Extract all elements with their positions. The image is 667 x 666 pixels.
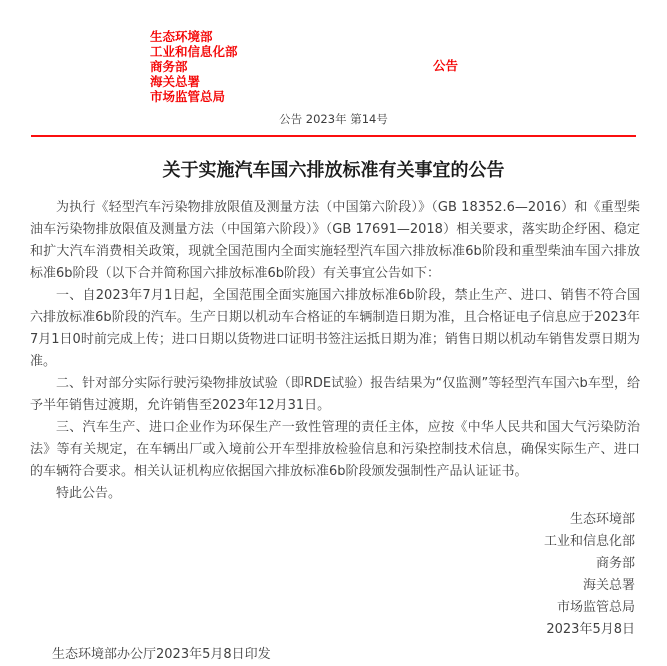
signature-agency: 海关总署 bbox=[582, 578, 635, 593]
paragraph-item-1: 一、自2023年7月1日起，全国范围全面实施国六排放标准6b阶段，禁止生产、进口、销售不符合国六排放标准6b阶段的汽车。生产日期以机动车合格证的车辆制造日期为准，且合格证电子信息应于2023年7月1日0时前完成上传；进口日期以货物进口证明书签注运抵日期为准；销售日期以机动车销售发票日期为准。 bbox=[30, 288, 640, 369]
issuing-ministries bbox=[150, 29, 667, 104]
header bbox=[0, 0, 667, 104]
ministry-name: 海关总署 bbox=[150, 74, 201, 89]
signature-block bbox=[0, 509, 667, 641]
announcement-body bbox=[30, 197, 640, 505]
ministry-name: 生态环境部 bbox=[150, 29, 213, 44]
ministry-name: 工业和信息化部 bbox=[150, 44, 238, 59]
signature-agency: 市场监管总局 bbox=[556, 600, 635, 615]
page-title: 关于实施汽车国六排放标准有关事宜的公告 bbox=[162, 160, 505, 181]
ministry-name: 市场监管总局 bbox=[150, 89, 226, 104]
signature-agency: 生态环境部 bbox=[569, 512, 635, 527]
announcement-type-label: 公告 bbox=[433, 58, 459, 73]
paragraph-item-3: 三、汽车生产、进口企业作为环保生产一致性管理的责任主体，应按《中华人民共和国大气污染防治法》等有关规定，在车辆出厂或入境前公开车型排放检验信息和污染控制技术信息，确保实际生产、进口的车辆符合要求。相关认证机构应依据国六排放标准6b阶段颁发强制性产品认证证书。 bbox=[30, 420, 640, 479]
ministry-name: 商务部 bbox=[150, 59, 188, 74]
paragraph-closing: 特此公告。 bbox=[56, 486, 122, 501]
paragraph-item-2: 二、针对部分实际行驶污染物排放试验（即RDE试验）报告结果为“仅监测”等轻型汽车国六b车型，给予半年销售过渡期，允许销售至2023年12月31日。 bbox=[30, 376, 640, 413]
signature-date: 2023年5月8日 bbox=[546, 622, 635, 637]
doc-number: 公告 2023年 第14号 bbox=[279, 112, 388, 126]
signature-agency: 工业和信息化部 bbox=[543, 534, 635, 549]
red-divider-line bbox=[31, 135, 636, 137]
paragraph-intro: 为执行《轻型汽车污染物排放限值及测量方法（中国第六阶段）》（GB 18352.6—2016）和《重型柴油车污染物排放限值及测量方法（中国第六阶段）》（GB 17691—2018）相关要求，落实助企纾困、稳定和扩大汽车消费相关政策，现就全国范围内全面实施轻型汽车国六排放标准6b阶段和重型柴油车国六排放标准6b阶段（以下合并简称国六排放标准6b阶段）有关事宜公告如下： bbox=[30, 200, 640, 281]
signature-agency: 商务部 bbox=[595, 556, 635, 571]
print-note: 生态环境部办公厅2023年5月8日印发 bbox=[52, 647, 271, 662]
